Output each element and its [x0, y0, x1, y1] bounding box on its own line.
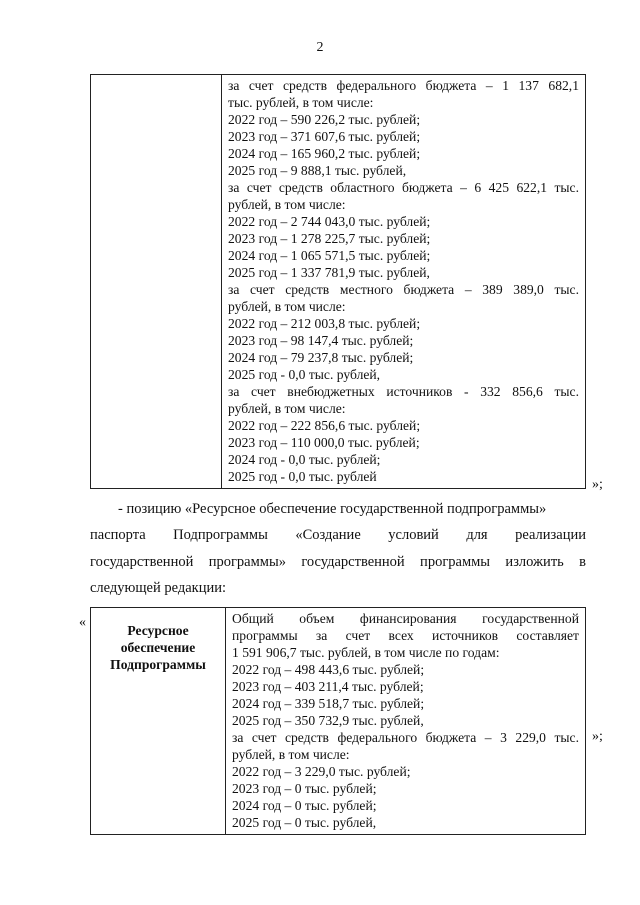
table-line: 2022 год – 2 744 043,0 тыс. рублей;: [228, 214, 431, 229]
page-number: 2: [316, 40, 324, 55]
paragraph-line-2: паспорта Подпрограммы «Создание условий для реализации: [90, 527, 586, 543]
paragraph-line-1: - позицию «Ресурсное обеспечение государственной подпрограммы»: [118, 501, 547, 517]
table-line: Общий объем финансирования государственной: [232, 611, 579, 626]
closing-quote: »;: [592, 729, 603, 744]
table-line: 2023 год – 110 000,0 тыс. рублей;: [228, 435, 420, 450]
table-line: 2025 год – 9 888,1 тыс. рублей,: [228, 163, 407, 178]
table-line: 2022 год – 590 226,2 тыс. рублей;: [228, 112, 421, 127]
table-line: 2024 год – 339 518,7 тыс. рублей;: [232, 696, 425, 711]
table-line: 2025 год – 350 732,9 тыс. рублей,: [232, 713, 424, 728]
table-label-cell: [91, 608, 226, 835]
table-line: 2025 год - 0,0 тыс. рублей: [228, 469, 377, 484]
label-line: обеспечение: [120, 640, 196, 655]
table-line: 2023 год – 403 211,4 тыс. рублей;: [232, 679, 424, 694]
table-line: за счет средств областного бюджета – 6 425 622,1 тыс.: [228, 180, 579, 195]
table-line: 2023 год – 371 607,6 тыс. рублей;: [228, 129, 421, 144]
table-line: 1 591 906,7 тыс. рублей, в том числе по годам:: [232, 645, 500, 660]
table-line: тыс. рублей, в том числе:: [228, 95, 374, 110]
table-line: 2025 год - 0,0 тыс. рублей,: [228, 367, 381, 382]
table-line: 2024 год - 0,0 тыс. рублей;: [228, 452, 381, 467]
closing-quote: »;: [592, 477, 603, 492]
table-line: за счет средств федерального бюджета – 3 229,0 тыс.: [232, 730, 579, 745]
table-line: рублей, в том числе:: [232, 747, 350, 762]
table-line: рублей, в том числе:: [228, 299, 346, 314]
table-line: 2024 год – 79 237,8 тыс. рублей;: [228, 350, 414, 365]
funding-table-continued: [90, 74, 586, 489]
label-line: Подпрограммы: [110, 657, 206, 672]
table-line: 2022 год – 222 856,6 тыс. рублей;: [228, 418, 421, 433]
table-line: программы за счет всех источников составляет: [232, 628, 579, 643]
table-line: 2024 год – 1 065 571,5 тыс. рублей;: [228, 248, 431, 263]
table-content-cell: [222, 75, 586, 489]
label-line: Ресурсное: [127, 623, 189, 638]
table-line: 2025 год – 1 337 781,9 тыс. рублей,: [228, 265, 430, 280]
table-line: 2023 год – 98 147,4 тыс. рублей;: [228, 333, 414, 348]
table-line: 2023 год – 1 278 225,7 тыс. рублей;: [228, 231, 431, 246]
paragraph-line-4: следующей редакции:: [90, 580, 227, 596]
table-line: 2024 год – 165 960,2 тыс. рублей;: [228, 146, 421, 161]
table-label-cell-empty: [91, 75, 222, 489]
table-line: за счет средств местного бюджета – 389 389,0 тыс.: [228, 282, 579, 297]
table-line: 2022 год – 3 229,0 тыс. рублей;: [232, 764, 411, 779]
table-line: за счет внебюджетных источников - 332 856,6 тыс.: [228, 384, 579, 399]
paragraph-line-3: государственной программы» государственной программы изложить в: [90, 554, 586, 570]
opening-quote: «: [79, 615, 86, 630]
table-line: рублей, в том числе:: [228, 401, 346, 416]
table-line: 2023 год – 0 тыс. рублей;: [232, 781, 377, 796]
resource-provision-table: [90, 607, 586, 835]
table-content-cell: [226, 608, 586, 835]
table-line: за счет средств федерального бюджета – 1 137 682,1: [228, 78, 579, 93]
table-line: 2022 год – 212 003,8 тыс. рублей;: [228, 316, 421, 331]
table-line: 2022 год – 498 443,6 тыс. рублей;: [232, 662, 425, 677]
table-line: 2024 год – 0 тыс. рублей;: [232, 798, 377, 813]
table-line: рублей, в том числе:: [228, 197, 346, 212]
table-line: 2025 год – 0 тыс. рублей,: [232, 815, 377, 830]
